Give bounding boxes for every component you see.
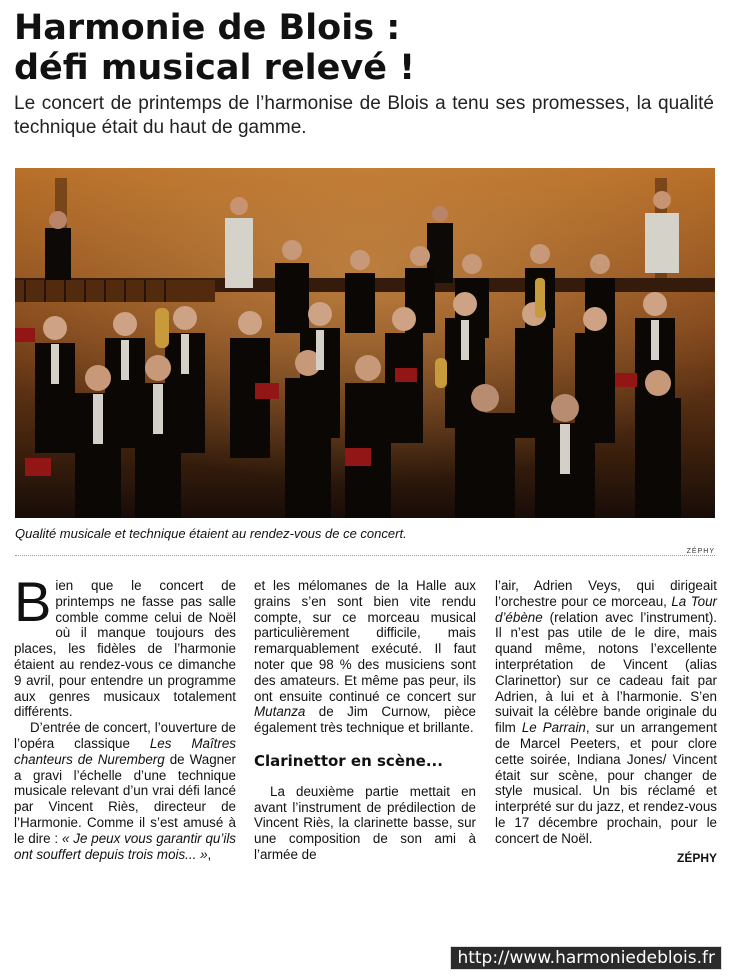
intro-text: ien que le concert de printemps ne fasse pas salle comble comme celui de Noël où il manque toujours des places, les fidèles de l’harmonie étaient au rendez-vous ce dimanche 9 avril, pour entendre un programme aux genres musicaux totalement différents. (14, 578, 236, 720)
text-run: l’air, Adrien Veys, qui dirigeait l’orchestre pour ce morceau, (495, 578, 717, 609)
work-title: Mutanza (254, 704, 306, 720)
drop-cap: B (14, 570, 52, 633)
text-run: D’entrée de concert, l’ouverture de l’opéra classique (14, 720, 236, 751)
text-run: de Jim Curnow, pièce également très technique et brillante. (254, 704, 476, 736)
text-run: de Wagner a gravi l’échelle d’une technique musicale relevant d’un vrai défi lancé par Vincent Riès, directeur de l’Harmonie. Comme il s’est amusé à le dire : (14, 751, 236, 846)
concert-photo (15, 168, 715, 518)
photo-caption: Qualité musicale et technique étaient au rendez-vous de ce concert. (15, 526, 407, 541)
work-title: La Tour d’ébène (495, 593, 717, 625)
headline-line-2: défi musical relevé ! (14, 48, 416, 88)
quote: « Je peux vous garantir qu’ils ont souffert depuis trois mois... » (14, 830, 236, 862)
column-1 (14, 570, 236, 862)
paragraph-clarinettor (495, 578, 717, 847)
website-link[interactable]: http://www.harmoniedeblois.fr (450, 946, 722, 970)
paragraph-second-part: La deuxième partie mettait en avant l’instrument de prédilection de Vincent Riès, la clarinette basse, sur une composition de son ami à l’armée de (254, 783, 476, 862)
column-3 (495, 578, 717, 866)
paragraph-continuation (254, 578, 476, 736)
photo-credit: ZÉPHY (686, 548, 715, 555)
text-run: et les mélomanes de la Halle aux grains s’en sont bien vite rendu compte, sur ce morceau musical particulièrement difficile, mais remarquablement exécuté. Il faut noter que 98 % des musiciens sont des amateurs. Et même pas peur, ils ont ensuite continué ce concert sur (254, 578, 476, 704)
column-2 (254, 578, 476, 863)
paragraph-overture (14, 720, 236, 862)
standfirst: Le concert de printemps de l’harmonise de Blois a tenu ses promesses, la qualité technique était du haut de gamme. (14, 93, 714, 138)
article-headline (14, 8, 714, 88)
caption-divider (15, 555, 715, 556)
subheading: Clarinettor en scène... (254, 751, 443, 770)
author-signature: ZÉPHY (676, 850, 717, 865)
text-run: , sur un arrangement de Marcel Peeters, et pour clore cette soirée, Indiana Jones/ Vincent était sur scène, pour changer de style musical. Un bis réclamé et interprété sur du jazz, et rendez-vous le 17 décembre prochain, pour le concert de Noël. (495, 720, 717, 846)
headline-line-1: Harmonie de Blois : (14, 8, 401, 48)
work-title: Le Parrain (521, 720, 586, 736)
work-title: Les Maîtres chanteurs de Nuremberg (14, 735, 236, 767)
text-run: , (207, 846, 212, 862)
paragraph-intro (14, 570, 236, 720)
text-run: (relation avec l’instrument). Il n’est pas utile de le dire, mais quand même, notons l’excellente interprétation de Vincent (alias Clarinettor) sur ce cadeau fait par Adrien, à lui et à l’harmonie. S’en suivait la célèbre bande originale du film (495, 609, 717, 736)
